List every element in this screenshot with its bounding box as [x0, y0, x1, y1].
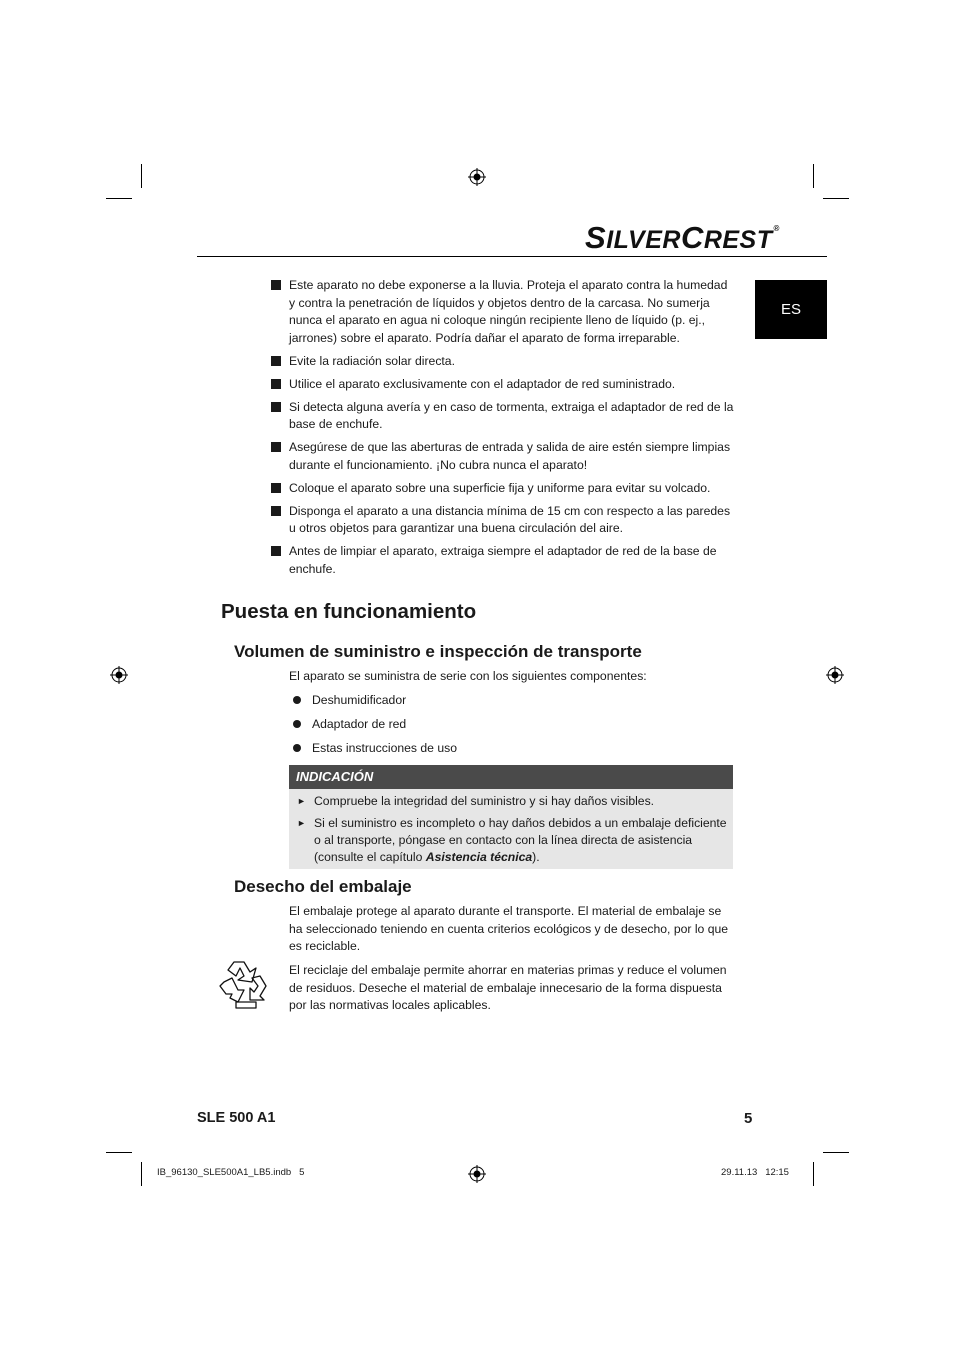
crop-mark — [823, 1152, 849, 1153]
footer-model: SLE 500 A1 — [197, 1110, 276, 1126]
square-bullet-icon — [271, 356, 281, 366]
date-slug: 29.11.13 12:15 — [721, 1167, 789, 1178]
list-item: Si detecta alguna avería y en caso de tormenta, extraiga el adaptador de red de la base de enchufe. — [271, 399, 736, 434]
list-item: Estas instrucciones de uso — [293, 738, 457, 762]
crop-mark — [823, 198, 849, 199]
arrow-right-icon: ► — [297, 796, 306, 806]
list-item: ► Compruebe la integridad del suministro y si hay daños visibles. — [297, 794, 655, 808]
supply-title: Volumen de suministro e inspección de transporte — [234, 642, 642, 661]
square-bullet-icon — [271, 280, 281, 290]
supply-intro: El aparato se suministra de serie con los siguientes componentes: — [289, 669, 647, 683]
round-bullet-icon — [293, 696, 301, 704]
registration-mark-icon — [826, 666, 844, 684]
packaging-paragraph: El embalaje protege al aparato durante el transporte. El material de embalaje se ha seleccionado teniendo en cuenta criterios ecológicos y de desecho, por lo que es reciclable. — [289, 904, 729, 953]
crop-mark — [106, 1152, 132, 1153]
crop-mark — [813, 1162, 814, 1186]
list-item: Asegúrese de que las aberturas de entrada y salida de aire estén siempre limpias durante el funcionamiento. ¡No cubra nunca el aparato! — [271, 439, 736, 474]
list-item: ► Si el suministro es incompleto o hay daños debidos a un embalaje deficiente o al transporte, póngase en contacto con la línea directa de asistencia (consulte el capítulo Asistencia técnica). — [297, 816, 727, 864]
registration-mark-icon — [468, 168, 486, 186]
square-bullet-icon — [271, 442, 281, 452]
note-list — [297, 793, 727, 871]
list-item: Coloque el aparato sobre una superficie fija y uniforme para evitar su volcado. — [271, 480, 736, 498]
square-bullet-icon — [271, 546, 281, 556]
safety-list — [271, 277, 736, 584]
list-item: Evite la radiación solar directa. — [271, 353, 736, 371]
section-title: Puesta en funcionamiento — [221, 600, 477, 623]
note-header: INDICACIÓN — [289, 765, 733, 789]
recycle-icon — [216, 956, 274, 1012]
page-number: 5 — [744, 1110, 753, 1127]
registration-mark-icon — [110, 666, 128, 684]
square-bullet-icon — [271, 506, 281, 516]
header-rule — [197, 256, 827, 257]
crop-mark — [106, 198, 132, 199]
arrow-right-icon: ► — [297, 818, 306, 828]
list-item: Antes de limpiar el aparato, extraiga siempre el adaptador de red de la base de enchufe. — [271, 543, 736, 578]
list-item: Disponga el aparato a una distancia mínima de 15 cm con respecto a las paredes u otros objetos para garantizar una buena circulación del aire. — [271, 503, 736, 538]
registration-mark-icon — [468, 1165, 486, 1183]
crop-mark — [141, 164, 142, 188]
square-bullet-icon — [271, 402, 281, 412]
supply-list — [293, 690, 457, 762]
brand-logo: SILVERCREST® — [585, 220, 780, 255]
round-bullet-icon — [293, 720, 301, 728]
square-bullet-icon — [271, 483, 281, 493]
list-item: Deshumidificador — [293, 690, 457, 714]
list-item: Adaptador de red — [293, 714, 457, 738]
round-bullet-icon — [293, 744, 301, 752]
packaging-paragraph: El reciclaje del embalaje permite ahorrar en materias primas y reduce el volumen de residuos. Deseche el material de embalaje innecesario de la forma dispuesta por las normativas locales aplicables. — [289, 963, 727, 1012]
list-item: Este aparato no debe exponerse a la lluvia. Proteja el aparato contra la humedad y contra la penetración de líquidos y objetos dentro de la carcasa. No sumerja nunca el aparato en agua ni coloque ningún recipiente lleno de líquido (p. ej., jarrones) sobre el aparato. Podría dañar el aparato de forma irreparable. — [271, 277, 736, 347]
file-slug: IB_96130_SLE500A1_LB5.indb 5 — [157, 1167, 305, 1178]
crop-mark — [813, 164, 814, 188]
packaging-title: Desecho del embalaje — [234, 877, 412, 896]
crop-mark — [141, 1162, 142, 1186]
square-bullet-icon — [271, 379, 281, 389]
language-tab: ES — [755, 280, 827, 339]
list-item: Utilice el aparato exclusivamente con el adaptador de red suministrado. — [271, 376, 736, 394]
